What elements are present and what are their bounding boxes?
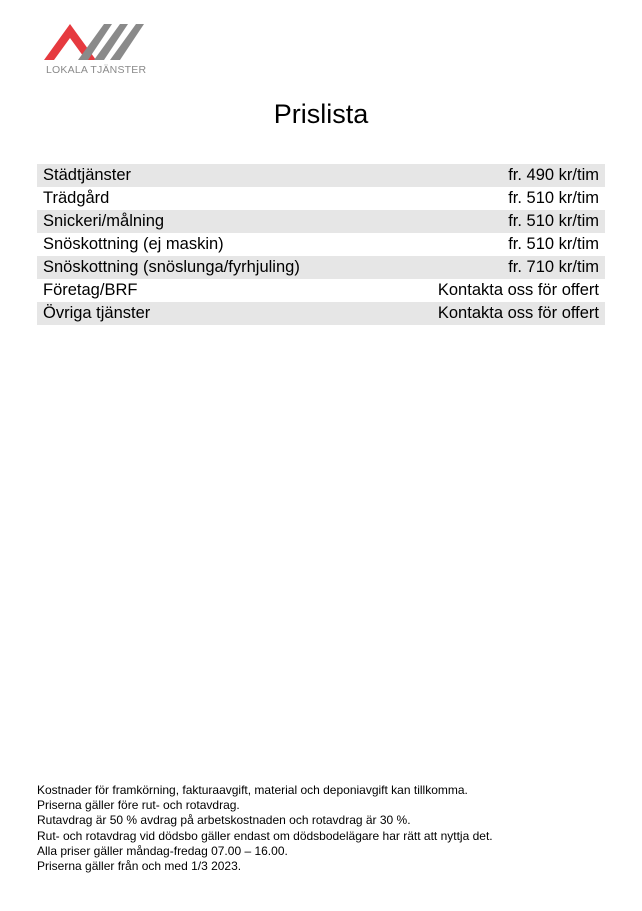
footer-note: Kostnader för framkörning, fakturaavgift, material och deponiavgift kan tillkomma. <box>37 783 468 797</box>
company-logo <box>44 22 148 78</box>
footer-note: Priserna gäller från och med 1/3 2023. <box>37 859 242 874</box>
price-list-table <box>37 164 605 325</box>
service-name: Företag/BRF <box>43 281 138 299</box>
logo-text: LOKALA TJÄNSTER <box>46 64 147 76</box>
logo-mark-icon <box>44 22 148 64</box>
table-row <box>37 302 605 325</box>
table-row <box>37 210 605 233</box>
table-row <box>37 164 605 187</box>
service-name: Snöskottning (snöslunga/fyrhjuling) <box>37 256 382 279</box>
table-row <box>37 279 605 302</box>
service-name: Övriga tjänster <box>37 302 382 325</box>
service-price: Kontakta oss för offert <box>382 302 605 325</box>
service-name: Snöskottning (ej maskin) <box>43 235 224 253</box>
service-price: fr. 490 kr/tim <box>382 164 605 187</box>
service-price: fr. 510 kr/tim <box>508 189 599 207</box>
service-name: Snickeri/målning <box>37 210 382 233</box>
service-price: fr. 510 kr/tim <box>382 210 605 233</box>
service-name: Trädgård <box>43 189 110 207</box>
table-row <box>37 233 605 256</box>
service-price: Kontakta oss för offert <box>437 281 599 299</box>
footer-notes <box>37 783 493 874</box>
service-price: fr. 710 kr/tim <box>382 256 605 279</box>
table-row <box>37 256 605 279</box>
footer-note: Rut- och rotavdrag vid dödsbo gäller endast om dödsbodelägare har rätt att nyttja det. <box>37 828 493 843</box>
table-row <box>37 187 605 210</box>
footer-note: Rutavdrag är 50 % avdrag på arbetskostnaden och rotavdrag är 30 %. <box>37 813 411 828</box>
footer-note: Priserna gäller före rut- och rotavdrag. <box>37 798 240 813</box>
service-name: Städtjänster <box>37 164 382 187</box>
service-price: fr. 510 kr/tim <box>508 235 599 253</box>
page-title: Prislista <box>273 99 369 129</box>
footer-note: Alla priser gäller måndag-fredag 07.00 – 16.00. <box>37 843 288 858</box>
